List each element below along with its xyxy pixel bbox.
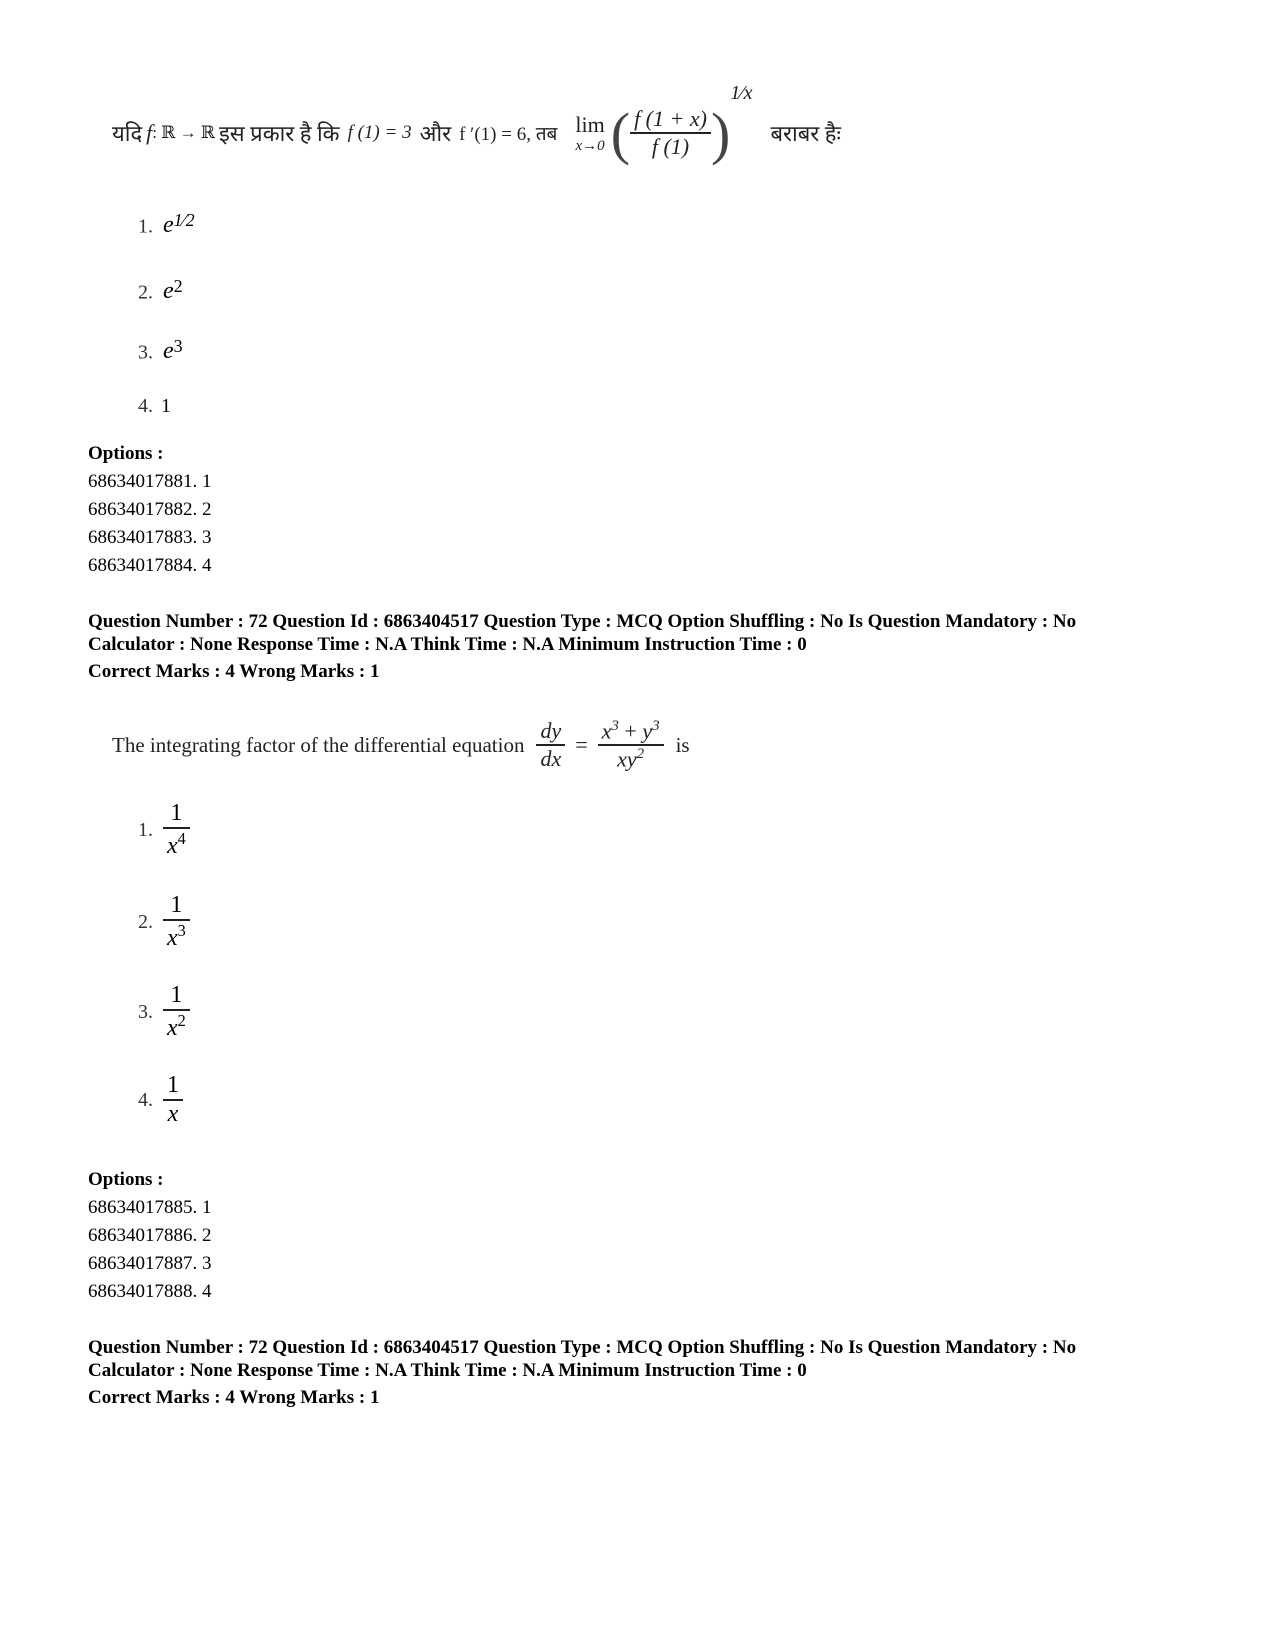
q72-rhs-x: x: [601, 718, 612, 743]
choice-number: 2.: [138, 281, 153, 304]
options-block-1: [88, 440, 212, 580]
q72-rhs-num: [598, 718, 664, 744]
option-id-row: 68634017882. 2: [88, 499, 212, 520]
choice-denominator: [163, 827, 190, 860]
q72-rhs-xy: xy: [617, 746, 637, 772]
choice-number: 1.: [138, 215, 153, 238]
choice-den-base: x: [167, 1015, 178, 1041]
choice-den-exp: 2: [177, 1011, 186, 1030]
q72-lhs-fraction: [536, 718, 565, 772]
choice-den-exp: 3: [177, 921, 186, 940]
option-id-row: 68634017886. 2: [88, 1225, 212, 1246]
q72-choice-4: [138, 1072, 183, 1128]
q72-lhs-den: dx: [536, 744, 565, 772]
choice-number: 4.: [138, 395, 153, 417]
q71-left-paren: (: [610, 100, 631, 166]
q71-choice-3: [138, 336, 183, 365]
q71-and: और: [419, 121, 452, 146]
choice-number: 4.: [138, 1088, 153, 1111]
choice-number: 3.: [138, 341, 153, 364]
q72-equals: =: [575, 732, 588, 757]
q71-lim-sub: x→0: [575, 137, 605, 154]
choice-den-exp: 4: [177, 829, 186, 848]
choice-fraction: [163, 982, 190, 1042]
option-id-row: 68634017885. 1: [88, 1197, 212, 1218]
choice-den-base: x: [167, 833, 178, 859]
q72-choice-2: [138, 892, 190, 952]
choice-numerator: 1: [170, 800, 183, 826]
choice-den-base: x: [167, 925, 178, 951]
options-title: Options :: [88, 443, 164, 464]
q71-frac-num: f (1 + x): [634, 106, 707, 131]
q71-choice-2: [138, 276, 183, 305]
q72-rhs-y-exp: 3: [652, 717, 660, 734]
q72-text: The integrating factor of the differential equation: [112, 732, 525, 757]
option-id-row: 68634017881. 1: [88, 471, 212, 492]
question-71-stem: [112, 82, 1012, 178]
choice-numerator: 1: [170, 892, 183, 918]
q71-right-paren: ): [710, 100, 731, 166]
q72-lhs-num: dy: [540, 718, 562, 743]
choice-denominator: [163, 1099, 183, 1128]
q71-fprime: f ′(1) = 6, तब: [459, 124, 558, 145]
choice-number: 3.: [138, 1000, 153, 1023]
option-id-row: 68634017887. 3: [88, 1253, 212, 1274]
q72-rhs-y: y: [642, 718, 653, 743]
q71-choice-1: [138, 210, 195, 239]
q71-lim: lim: [575, 111, 605, 137]
question-meta-1: [88, 610, 1208, 683]
choice-denominator: [163, 1009, 190, 1042]
option-id-row: 68634017883. 3: [88, 527, 212, 548]
question-72-stem: [112, 706, 812, 784]
q72-choice-1: [138, 800, 190, 860]
option-id-row: 68634017888. 4: [88, 1281, 212, 1302]
meta-line-1: Question Number : 72 Question Id : 6863404517 Question Type : MCQ Option Shuffling : No Is Question Mandatory : No: [88, 611, 1077, 632]
q71-exponent: 1⁄x: [730, 82, 753, 104]
choice-den-base: x: [167, 1101, 179, 1127]
q71-f-label: f: [146, 120, 153, 145]
options-block-2: [88, 1166, 212, 1306]
meta-line-2: Calculator : None Response Time : N.A Think Time : N.A Minimum Instruction Time : 0: [88, 1360, 807, 1381]
choice-numerator: 1: [167, 1072, 179, 1098]
choice-base: e: [163, 278, 174, 305]
q72-suffix: is: [675, 732, 690, 757]
choice-base: 1: [161, 395, 171, 417]
choice-exponent: 2: [173, 276, 183, 296]
meta-line-3: Correct Marks : 4 Wrong Marks : 1: [88, 1387, 380, 1408]
option-id-row: 68634017884. 4: [88, 555, 212, 576]
meta-line-1: Question Number : 72 Question Id : 6863404517 Question Type : MCQ Option Shuffling : No Is Question Mandatory : No: [88, 1337, 1077, 1358]
meta-line-3: Correct Marks : 4 Wrong Marks : 1: [88, 661, 380, 682]
q72-rhs-fraction: [598, 718, 664, 773]
choice-exponent: 3: [173, 336, 183, 356]
q71-condition-text: इस प्रकार है कि: [219, 121, 340, 146]
options-title: Options :: [88, 1169, 164, 1190]
q71-fraction: [630, 106, 711, 160]
q72-rhs-den-exp: 2: [636, 746, 645, 762]
question-meta-2: [88, 1336, 1208, 1409]
q71-mapping: : ℝ → ℝ: [152, 123, 215, 142]
choice-fraction: [163, 892, 190, 952]
q72-rhs-x-exp: 3: [611, 717, 619, 734]
choice-denominator: [163, 919, 190, 952]
choice-exponent: 1⁄2: [173, 210, 195, 230]
q72-rhs-plus: +: [618, 718, 643, 743]
q72-rhs-den: [598, 744, 664, 772]
choice-fraction: [163, 1072, 183, 1128]
q71-limit: [575, 112, 604, 155]
choice-number: 1.: [138, 818, 153, 841]
q71-frac-den: f (1): [630, 132, 711, 160]
q72-choice-3: [138, 982, 190, 1042]
choice-number: 2.: [138, 910, 153, 933]
choice-fraction: [163, 800, 190, 860]
q71-prefix: यदि: [112, 121, 143, 146]
q71-suffix: बराबर हैः: [770, 121, 841, 146]
q71-choice-4: [138, 395, 171, 418]
choice-numerator: 1: [170, 982, 183, 1008]
choice-base: e: [163, 338, 174, 365]
q71-f1: f (1) = 3: [347, 122, 412, 143]
meta-line-2: Calculator : None Response Time : N.A Think Time : N.A Minimum Instruction Time : 0: [88, 634, 807, 655]
choice-base: e: [163, 212, 174, 239]
